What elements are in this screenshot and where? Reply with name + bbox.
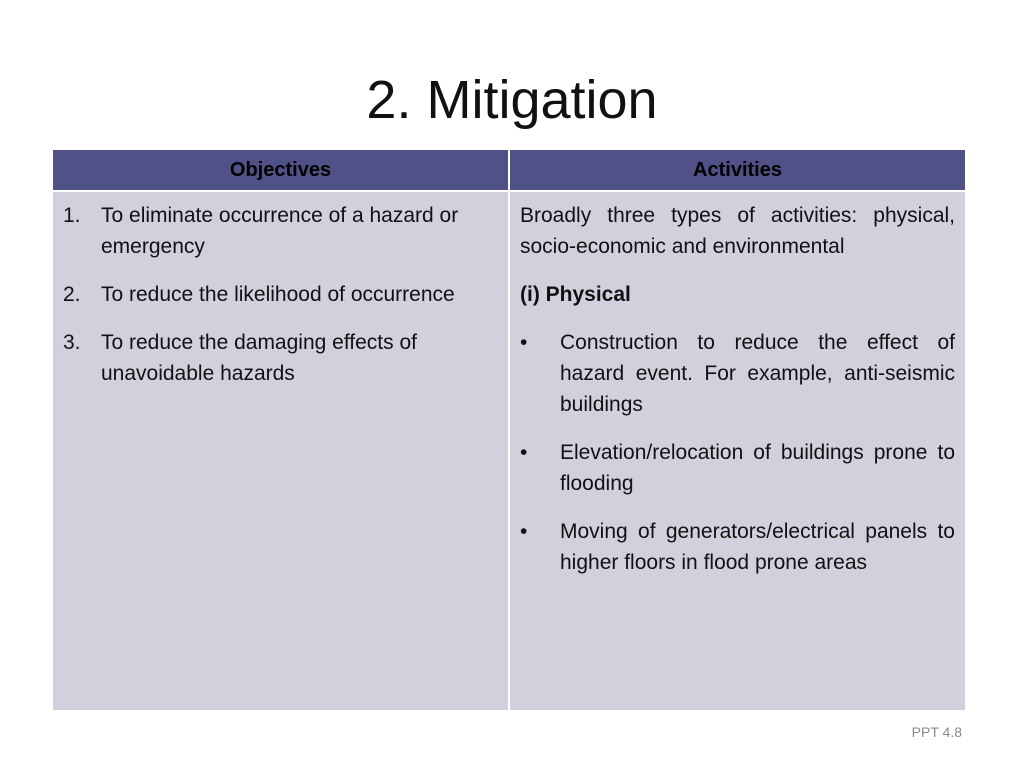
activities-header: Activities — [510, 150, 965, 190]
activity-item — [520, 516, 955, 578]
objective-text: To eliminate occurrence of a hazard or emergency — [101, 204, 459, 258]
activity-text: Elevation/relocation of buildings prone to flooding — [560, 441, 955, 495]
activities-subheading: (i) Physical — [520, 283, 631, 306]
activities-cell — [510, 192, 965, 710]
objective-item — [63, 279, 498, 310]
activity-item — [520, 327, 955, 420]
objective-item — [63, 327, 498, 389]
bullet-icon: • — [520, 441, 528, 464]
activity-text: Moving of generators/electrical panels to higher floors in flood prone areas — [560, 520, 955, 574]
bullet-icon: • — [520, 331, 528, 354]
bullet-icon: • — [520, 520, 528, 543]
activity-text: Construction to reduce the effect of hazard event. For example, anti-seismic buildings — [560, 331, 955, 416]
activity-item — [520, 437, 955, 499]
slide-title: 2. Mitigation — [366, 70, 658, 130]
mitigation-table — [53, 150, 965, 710]
objective-text: To reduce the likelihood of occurrence — [101, 283, 455, 306]
objectives-list — [63, 200, 498, 389]
objective-number: 1. — [63, 204, 81, 227]
objectives-header: Objectives — [53, 150, 508, 190]
activities-bullet-list — [520, 327, 955, 578]
slide-number-footer: PPT 4.8 — [911, 724, 962, 740]
objective-text: To reduce the damaging effects of unavoidable hazards — [101, 331, 417, 385]
objective-number: 2. — [63, 283, 81, 306]
objectives-cell — [53, 192, 508, 710]
objective-number: 3. — [63, 331, 81, 354]
objective-item — [63, 200, 498, 262]
activities-intro: Broadly three types of activities: physical, socio-economic and environmental — [520, 204, 955, 258]
